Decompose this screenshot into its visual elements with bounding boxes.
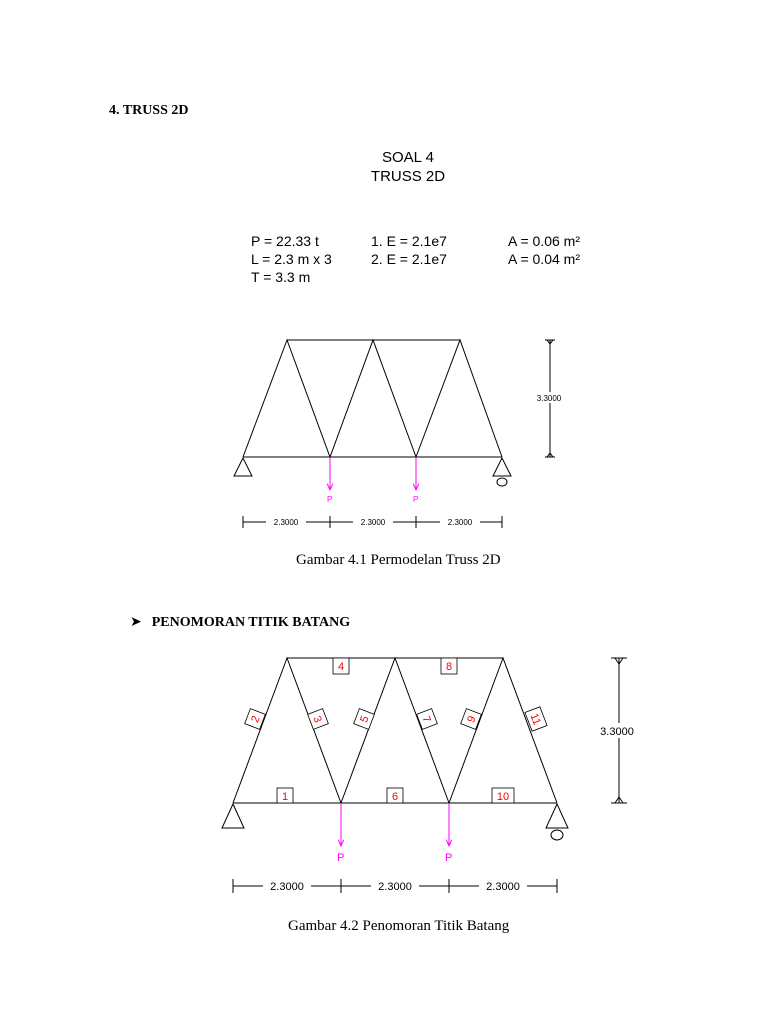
member-tag	[308, 709, 329, 730]
web-diagonals	[233, 658, 557, 803]
param-modulus-2: 2. E = 2.1e7	[371, 251, 447, 267]
load-label: P	[337, 852, 345, 864]
web-diagonals	[243, 340, 502, 457]
truss-members	[243, 340, 502, 457]
member-number: 11	[527, 711, 543, 727]
member-tag	[245, 709, 266, 730]
roller-support	[493, 458, 511, 486]
member-number: 1	[281, 791, 289, 803]
span-label: 2.3000	[360, 518, 386, 527]
member-tag	[461, 709, 482, 730]
section-heading	[130, 614, 350, 631]
param-length: L = 2.3 m x 3	[251, 251, 332, 267]
height-label: 3.3000	[600, 726, 634, 738]
param-area-1: A = 0.06 m²	[508, 233, 580, 249]
member-tag	[277, 788, 293, 803]
problem-title-line1: SOAL 4	[382, 149, 434, 166]
member-tag	[417, 709, 438, 730]
load-label: P	[413, 495, 419, 504]
figure-caption: Gambar 4.2 Penomoran Titik Batang	[288, 918, 510, 934]
member-number: 10	[496, 791, 510, 803]
truss-model-figure	[234, 340, 567, 528]
height-label: 3.3000	[536, 394, 562, 403]
member-number: 8	[445, 661, 453, 673]
member-number: 3	[310, 714, 324, 725]
member-tag	[354, 709, 375, 730]
param-height: T = 3.3 m	[251, 269, 311, 285]
bullet-arrow-icon: ➤	[130, 614, 142, 630]
member-number: 4	[337, 661, 345, 673]
pin-support	[234, 458, 252, 476]
member-number: 2	[249, 714, 263, 725]
member-number: 7	[419, 714, 433, 725]
truss-members	[233, 658, 557, 803]
section-title: 4. TRUSS 2D	[109, 103, 189, 118]
member-number: 6	[391, 791, 399, 803]
member-tag	[333, 658, 349, 674]
span-label: 2.3000	[378, 881, 412, 893]
span-label: 2.3000	[447, 518, 473, 527]
member-number: 5	[358, 714, 372, 725]
span-label: 2.3000	[273, 518, 299, 527]
span-label: 2.3000	[270, 881, 304, 893]
member-tag	[492, 788, 514, 803]
member-tag	[525, 707, 547, 731]
roller-support	[546, 804, 568, 840]
problem-title-line2: TRUSS 2D	[370, 168, 446, 185]
member-number: 9	[465, 714, 479, 725]
bullet-heading-text: PENOMORAN TITIK BATANG	[151, 615, 351, 630]
param-load: P = 22.33 t	[251, 233, 319, 249]
span-label: 2.3000	[486, 881, 520, 893]
pin-support	[222, 804, 244, 828]
figure-caption: Gambar 4.1 Permodelan Truss 2D	[296, 552, 501, 568]
member-tag	[441, 658, 457, 674]
load-label: P	[445, 852, 453, 864]
param-area-2: A = 0.04 m²	[508, 251, 580, 267]
param-modulus-1: 1. E = 2.1e7	[371, 233, 447, 249]
load-label: P	[327, 495, 333, 504]
member-tag	[387, 788, 403, 803]
truss-numbering-figure	[222, 658, 640, 893]
